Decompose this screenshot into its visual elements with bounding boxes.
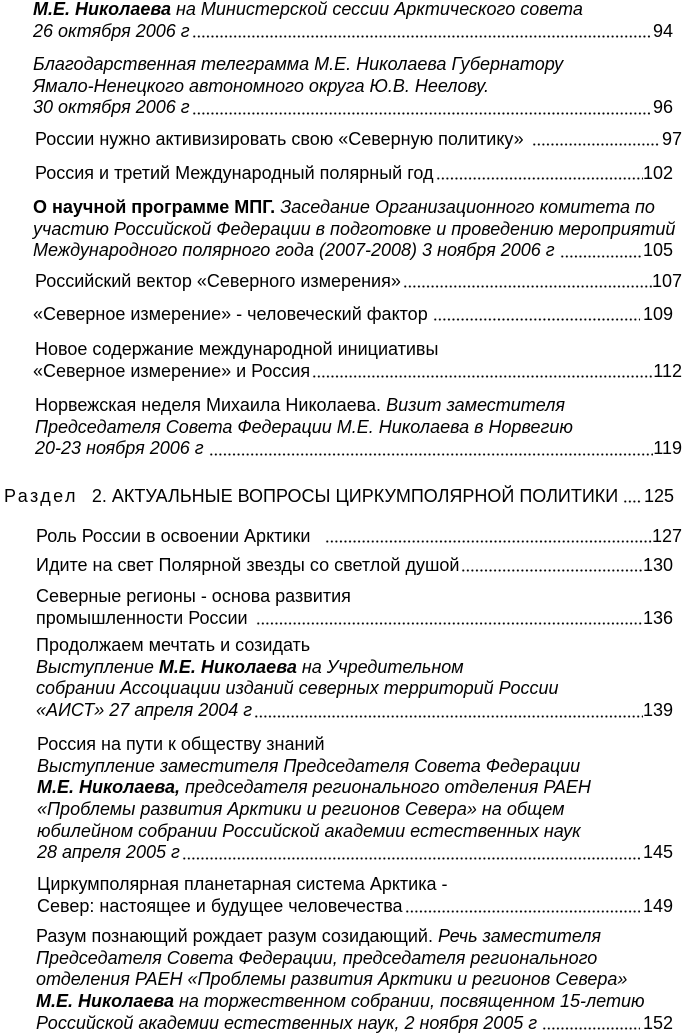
entry-title: Северные регионы - основа развития [36,586,351,606]
toc-entry-line [33,21,673,43]
page-number: 136 [642,607,673,628]
toc-entry-line [36,635,673,657]
entry-subtitle: Председателя Совета Федерации, председателя регионального [36,947,598,968]
section-heading [4,486,674,508]
page-number: 139 [642,700,673,721]
entry-subtitle: Речь заместителя [432,926,602,946]
entry-subtitle: Российской академии естественных наук, 2 ноября 2005 г [36,1012,538,1033]
page-number: 119 [653,438,682,459]
dot-leader [560,240,643,262]
toc-entry [35,339,682,382]
entry-subtitle: Благодарственная телеграмма М.Е. Николаева Губернатору [33,54,564,74]
entry-subtitle: на торжественном собрании, посвященном 15-летию [173,991,645,1012]
entry-subtitle: 26 октября 2006 г [33,20,190,41]
entry-title: России нужно активизировать свою «Северную политику» [35,129,524,149]
toc-entry [36,635,673,722]
page-number: 125 [643,486,674,506]
toc-entry-line [37,896,673,918]
toc-entry-line [37,842,673,864]
dot-leader [256,608,643,630]
section-label: Раздел [4,486,78,506]
entry-title: «Северное измерение» и Россия [33,360,311,381]
toc-entry [33,304,673,326]
page-number: 97 [661,129,682,149]
entry-title: Россия и третий Международный полярный год [35,163,434,183]
toc-entry-line [36,969,673,991]
entry-subtitle: на Учредительном [296,656,464,677]
toc-entry [33,197,676,262]
dot-leader [192,97,650,119]
entry-title: Новое содержание международной инициативы [35,339,439,359]
entry-subtitle: Заседание Организационного комитета по [275,197,655,217]
toc-entry-line [36,948,673,970]
entry-subtitle: Выступление заместителя Председателя Совета Федерации [37,755,581,776]
toc-entry-line [37,756,673,778]
entry-subtitle: собрании Ассоциации изданий северных территорий России [36,678,559,699]
toc-entry-line [36,555,673,577]
toc-entry [36,926,673,1034]
toc-entry [35,163,673,185]
dot-leader [209,438,654,460]
toc-entry-line [36,657,673,679]
toc-entry [33,0,673,42]
entry-subtitle: Международного полярного года (2007-2008) 3 ноября 2006 г [33,240,555,261]
toc-entry-line [35,163,673,185]
toc-entry-line [35,339,682,361]
toc-entry-line [33,304,673,326]
dot-leader [312,361,653,383]
entry-subtitle: участию Российской Федерации в подготовке и проведению мероприятий [33,218,676,239]
toc-entry-line [36,926,673,948]
page-number: 112 [653,360,682,381]
page-number: 96 [652,97,673,118]
toc-entry-line [35,129,682,151]
dot-leader [542,1013,640,1034]
toc-entry [33,54,673,119]
entry-title: Роль России в освоении Арктики [36,526,311,546]
dot-leader [461,555,642,577]
author-name: М.Е. Николаева [36,991,174,1012]
toc-entry-line [36,526,682,548]
entry-subtitle: Выступление [36,656,159,677]
entry-subtitle: «Проблемы развития Арктики и регионов Севера» на общем [37,799,565,820]
dot-leader [405,896,640,918]
author-name: М.Е. Николаева, [37,777,180,798]
toc-entry-line [33,218,676,241]
section-heading-line [4,486,674,508]
dot-leader [254,700,643,722]
entry-title: Норвежская неделя Михаила Николаева. [35,395,382,415]
author-name: М.Е. Николаева [33,0,171,19]
toc-entry-line [36,678,673,700]
entry-title: промышленности России [36,607,248,628]
page-number: 102 [642,163,673,183]
page-number: 152 [642,1012,673,1033]
toc-entry-line [37,734,673,756]
entry-title: Россия на пути к обществу знаний [37,734,325,754]
page-number: 149 [642,895,673,916]
toc-entry-line [33,97,673,119]
dot-leader [436,163,643,185]
toc-entry-line [35,271,682,293]
entry-subtitle: «АИСТ» 27 апреля 2004 г [36,700,253,721]
toc-entry-line [35,395,682,417]
entry-subtitle: 20-23 ноября 2006 г [35,438,204,459]
entry-title: Разум познающий рождает разум созидающий. [36,926,433,946]
entry-subtitle: на Министерской сессии Арктического совета [170,0,583,19]
toc-entry [36,555,673,577]
entry-subtitle: Визит заместителя [381,395,565,415]
page-number: 127 [651,526,682,546]
author-name: М.Е. Николаева [158,656,297,677]
entry-title: Идите на свет Полярной звезды со светлой душой [36,555,460,575]
entry-subtitle: Ямало-Ненецкого автономного округа Ю.В. Неелову. [33,75,490,96]
page-number: 94 [652,20,673,41]
toc-entry-line [37,799,673,821]
page-number: 130 [642,555,673,575]
entry-subtitle: юбилейном собрании Российской академии естественных наук [37,820,581,841]
dot-leader [433,304,640,326]
toc-entry-line [33,0,673,21]
toc-entry-line [36,608,673,630]
entry-title: О научной программе МПГ. [33,197,276,217]
dot-leader [623,486,641,508]
dot-leader [192,21,650,43]
toc-entry-line [33,197,673,219]
entry-subtitle: председателя регионального отделения РАЕН [179,777,591,798]
dot-leader [182,842,640,864]
toc-entry [36,586,673,629]
dot-leader [403,271,652,293]
entry-title: Циркумполярная планетарная система Арктика - [37,874,448,894]
dot-leader [325,526,652,548]
toc-entry [35,271,682,293]
entry-title: Продолжаем мечтать и созидать [36,635,311,655]
toc-entry-line [33,54,673,76]
toc-entry-line [37,821,673,843]
toc-entry [37,874,673,917]
toc-entry-line [36,586,673,608]
toc-entry-line [33,240,673,262]
toc-entry [35,129,682,151]
entry-subtitle: Председателя Совета Федерации М.Е. Николаева в Норвегию [35,416,573,437]
toc-entry [36,526,682,548]
toc-entry-line [36,700,673,722]
entry-subtitle: отделения РАЕН «Проблемы развития Арктики и регионов Севера» [36,969,628,990]
toc-entry [35,395,682,460]
section-title: 2. АКТУАЛЬНЫЕ ВОПРОСЫ ЦИРКУМПОЛЯРНОЙ ПОЛИТИКИ [91,486,619,506]
dot-leader [532,129,659,151]
toc-entry-line [36,991,673,1013]
toc-entry [37,734,673,864]
toc-entry-line [35,438,682,460]
toc-entry-line [33,361,682,383]
page-number: 107 [651,271,682,291]
page-number: 109 [642,304,673,324]
entry-subtitle: 30 октября 2006 г [33,97,190,118]
toc-entry-line [37,874,673,896]
toc-entry-line [35,417,682,439]
entry-title: Российский вектор «Северного измерения» [35,271,401,291]
entry-title: «Северное измерение» - человеческий фактор [33,304,428,324]
entry-title: Север: настоящее и будущее человечества [37,895,403,916]
page-number: 105 [642,240,673,261]
entry-subtitle: 28 апреля 2005 г [37,842,180,863]
toc-entry-line [37,777,673,799]
toc-entry-line [33,76,673,98]
page-number: 145 [642,842,673,863]
toc-entry-line [36,1013,673,1034]
